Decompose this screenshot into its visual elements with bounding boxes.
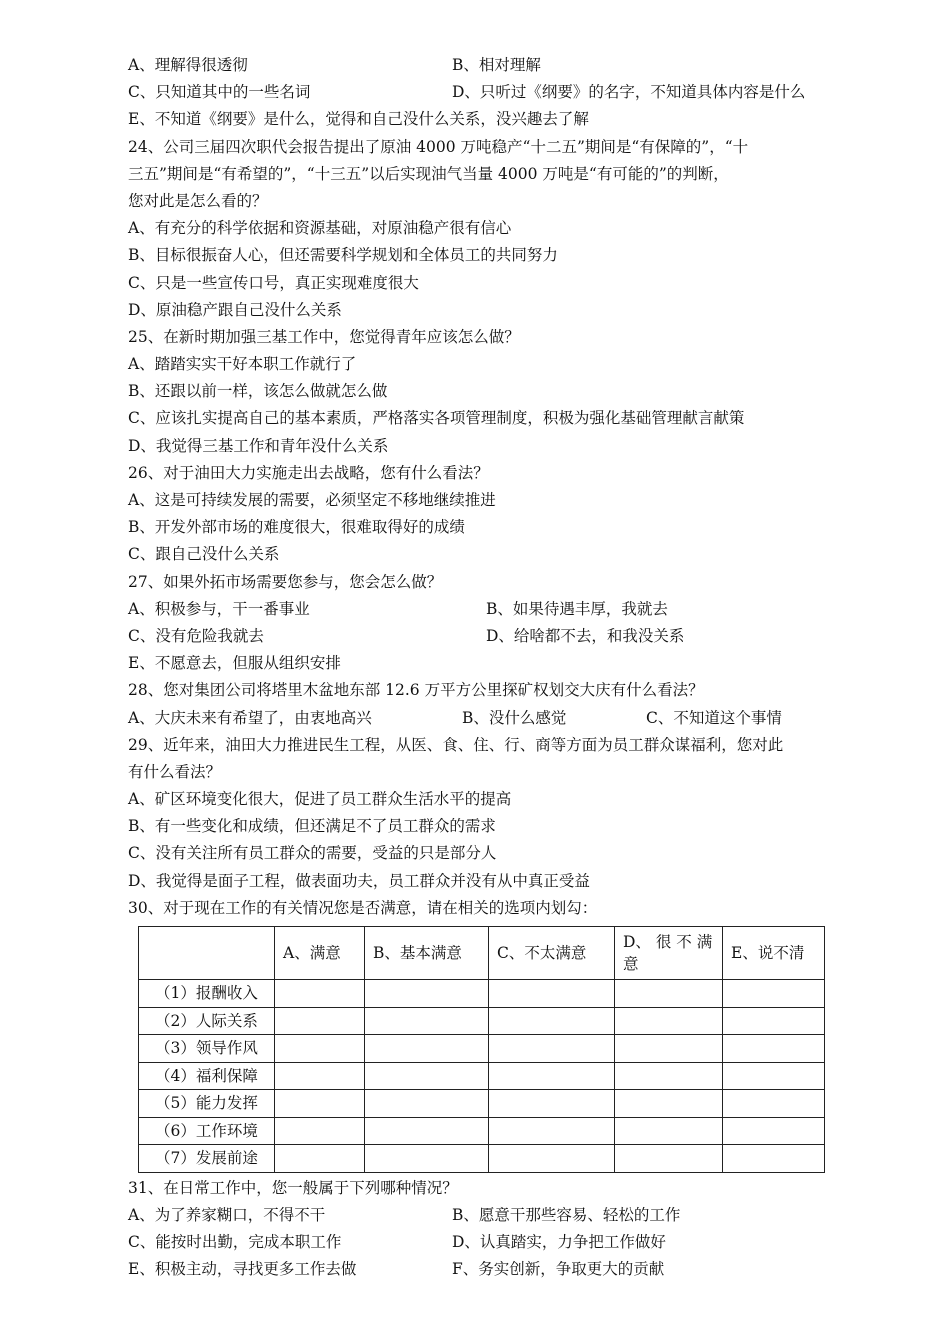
header-not-very-satisfied: C、不太满意 xyxy=(489,927,615,980)
q31-options-row-1 xyxy=(128,1202,828,1229)
answer-cell[interactable] xyxy=(489,1007,615,1035)
survey-page xyxy=(128,52,828,1283)
q28-question: 28、您对集团公司将塔里木盆地东部 12.6 万平方公里探矿权划交大庆有什么看法？ xyxy=(128,681,704,700)
answer-cell[interactable] xyxy=(365,980,489,1008)
answer-cell[interactable] xyxy=(275,1090,365,1118)
q28-option-b: B、没什么感觉 xyxy=(462,708,567,727)
q23-option-e: E、不知道《纲要》是什么，觉得和自己没什么关系，没兴趣去了解 xyxy=(128,110,589,129)
q27-option-b: B、如果待遇丰厚，我就去 xyxy=(486,599,668,618)
answer-cell[interactable] xyxy=(365,1117,489,1145)
q31-options-row-3 xyxy=(128,1256,828,1283)
q24-option-d: D、原油稳产跟自己没什么关系 xyxy=(128,300,342,319)
q31-option-a: A、为了养家糊口，不得不干 xyxy=(128,1205,326,1224)
q25-option-b: B、还跟以前一样，该怎么做就怎么做 xyxy=(128,382,388,401)
q30-question: 30、对于现在工作的有关情况您是否满意，请在相关的选项内划勾： xyxy=(128,898,598,917)
header-unclear: E、说不清 xyxy=(723,927,825,980)
answer-cell[interactable] xyxy=(365,1035,489,1063)
q26-question: 26、对于油田大力实施走出去战略，您有什么看法？ xyxy=(128,463,489,482)
q29-option-b: B、有一些变化和成绩，但还满足不了员工群众的需求 xyxy=(128,817,496,836)
q23-option-c: C、只知道其中的一些名词 xyxy=(128,83,311,102)
answer-cell[interactable] xyxy=(723,980,825,1008)
answer-cell[interactable] xyxy=(275,1145,365,1173)
table-row xyxy=(139,1117,825,1145)
q27-options-row-2 xyxy=(128,623,828,650)
answer-cell[interactable] xyxy=(723,1007,825,1035)
q23-options-row-1 xyxy=(128,52,828,79)
q24-question-line-2: 三五”期间是“有希望的”，“十三五”以后实现油气当量 4000 万吨是“有可能的”的判断， xyxy=(128,164,729,183)
answer-cell[interactable] xyxy=(275,980,365,1008)
q31-option-f: F、务实创新，争取更大的贡献 xyxy=(452,1260,665,1279)
answer-cell[interactable] xyxy=(489,1035,615,1063)
answer-cell[interactable] xyxy=(489,1090,615,1118)
q27-option-d: D、给啥都不去，和我没关系 xyxy=(486,626,685,645)
satisfaction-table-header xyxy=(139,927,825,980)
q31-option-c: C、能按时出勤，完成本职工作 xyxy=(128,1232,342,1251)
header-satisfied: A、满意 xyxy=(275,927,365,980)
q23-option-b: B、相对理解 xyxy=(452,56,541,74)
q27-option-e: E、不愿意去，但服从组织安排 xyxy=(128,654,341,673)
table-row xyxy=(139,1090,825,1118)
row-label: （4）福利保障 xyxy=(139,1062,275,1090)
q31-option-d: D、认真踏实，力争把工作做好 xyxy=(452,1232,666,1251)
answer-cell[interactable] xyxy=(275,1062,365,1090)
q25-question: 25、在新时期加强三基工作中，您觉得青年应该怎么做？ xyxy=(128,327,520,346)
q27-question: 27、如果外拓市场需要您参与，您会怎么做？ xyxy=(128,572,443,591)
q24-option-c: C、只是一些宣传口号，真正实现难度很大 xyxy=(128,273,419,292)
answer-cell[interactable] xyxy=(723,1117,825,1145)
answer-cell[interactable] xyxy=(723,1035,825,1063)
table-row xyxy=(139,1035,825,1063)
row-label: （2）人际关系 xyxy=(139,1007,275,1035)
q23-options-row-2 xyxy=(128,79,828,106)
q29-question-line-1: 29、近年来，油田大力推进民生工程，从医、食、住、行、商等方面为员工群众谋福利，您对此 xyxy=(128,735,784,754)
q25-option-c: C、应该扎实提高自己的基本素质，严格落实各项管理制度，积极为强化基础管理献言献策 xyxy=(128,409,745,428)
q31-question: 31、在日常工作中，您一般属于下列哪种情况？ xyxy=(128,1178,458,1197)
answer-cell[interactable] xyxy=(615,980,723,1008)
q24-question-line-1: 24、公司三届四次职代会报告提出了原油 4000 万吨稳产“十二五”期间是“有保障的”，“十 xyxy=(128,137,749,156)
row-label: （7）发展前途 xyxy=(139,1145,275,1173)
q31-option-b: B、愿意干那些容易、轻松的工作 xyxy=(452,1205,681,1224)
q26-option-c: C、跟自己没什么关系 xyxy=(128,545,280,564)
answer-cell[interactable] xyxy=(615,1090,723,1118)
q26-option-b: B、开发外部市场的难度很大，很难取得好的成绩 xyxy=(128,518,465,537)
answer-cell[interactable] xyxy=(615,1035,723,1063)
q25-option-a: A、踏踏实实干好本职工作就行了 xyxy=(128,355,357,374)
q23-option-a: A、理解得很透彻 xyxy=(128,56,248,74)
answer-cell[interactable] xyxy=(615,1117,723,1145)
q26-option-a: A、这是可持续发展的需要，必须坚定不移地继续推进 xyxy=(128,491,496,509)
answer-cell[interactable] xyxy=(365,1145,489,1173)
q29-question-line-2: 有什么看法？ xyxy=(128,762,222,781)
q29-option-d: D、我觉得是面子工程，做表面功夫，员工群众并没有从中真正受益 xyxy=(128,871,590,890)
q25-option-d: D、我觉得三基工作和青年没什么关系 xyxy=(128,436,389,455)
q28-option-a: A、大庆未来有希望了，由衷地高兴 xyxy=(128,708,372,727)
q27-options-row-1 xyxy=(128,596,828,623)
answer-cell[interactable] xyxy=(615,1062,723,1090)
header-blank xyxy=(139,927,275,980)
answer-cell[interactable] xyxy=(275,1007,365,1035)
answer-cell[interactable] xyxy=(489,1145,615,1173)
q31-options-row-2 xyxy=(128,1229,828,1256)
row-label: （5）能力发挥 xyxy=(139,1090,275,1118)
q24-option-a: A、有充分的科学依据和资源基础，对原油稳产很有信心 xyxy=(128,219,512,238)
q24-option-b: B、目标很振奋人心，但还需要科学规划和全体员工的共同努力 xyxy=(128,246,558,265)
answer-cell[interactable] xyxy=(365,1007,489,1035)
q27-option-c: C、没有危险我就去 xyxy=(128,626,264,645)
q29-option-c: C、没有关注所有员工群众的需要，受益的只是部分人 xyxy=(128,844,497,863)
row-label: （1）报酬收入 xyxy=(139,980,275,1008)
satisfaction-table xyxy=(138,926,825,1173)
answer-cell[interactable] xyxy=(615,1145,723,1173)
q31-option-e: E、积极主动，寻找更多工作去做 xyxy=(128,1260,357,1279)
answer-cell[interactable] xyxy=(365,1090,489,1118)
row-label: （3）领导作风 xyxy=(139,1035,275,1063)
row-label: （6）工作环境 xyxy=(139,1117,275,1145)
table-row xyxy=(139,1145,825,1173)
answer-cell[interactable] xyxy=(489,1062,615,1090)
q23-option-d: D、只听过《纲要》的名字，不知道具体内容是什么 xyxy=(452,83,806,102)
answer-cell[interactable] xyxy=(615,1007,723,1035)
answer-cell[interactable] xyxy=(723,1090,825,1118)
answer-cell[interactable] xyxy=(275,1117,365,1145)
q29-option-a: A、矿区环境变化很大，促进了员工群众生活水平的提高 xyxy=(128,790,512,809)
q28-option-c: C、不知道这个事情 xyxy=(646,708,782,727)
q27-option-a: A、积极参与，干一番事业 xyxy=(128,599,310,618)
answer-cell[interactable] xyxy=(365,1062,489,1090)
table-row xyxy=(139,1007,825,1035)
q28-options-row xyxy=(128,705,828,732)
header-basically-satisfied: B、基本满意 xyxy=(365,927,489,980)
answer-cell[interactable] xyxy=(723,1145,825,1173)
answer-cell[interactable] xyxy=(489,980,615,1008)
answer-cell[interactable] xyxy=(489,1117,615,1145)
table-row xyxy=(139,1062,825,1090)
header-very-dissatisfied: D、 很 不 满 意 xyxy=(615,927,723,980)
answer-cell[interactable] xyxy=(723,1062,825,1090)
q24-question-line-3: 您对此是怎么看的？ xyxy=(128,191,268,210)
table-row xyxy=(139,980,825,1008)
answer-cell[interactable] xyxy=(275,1035,365,1063)
